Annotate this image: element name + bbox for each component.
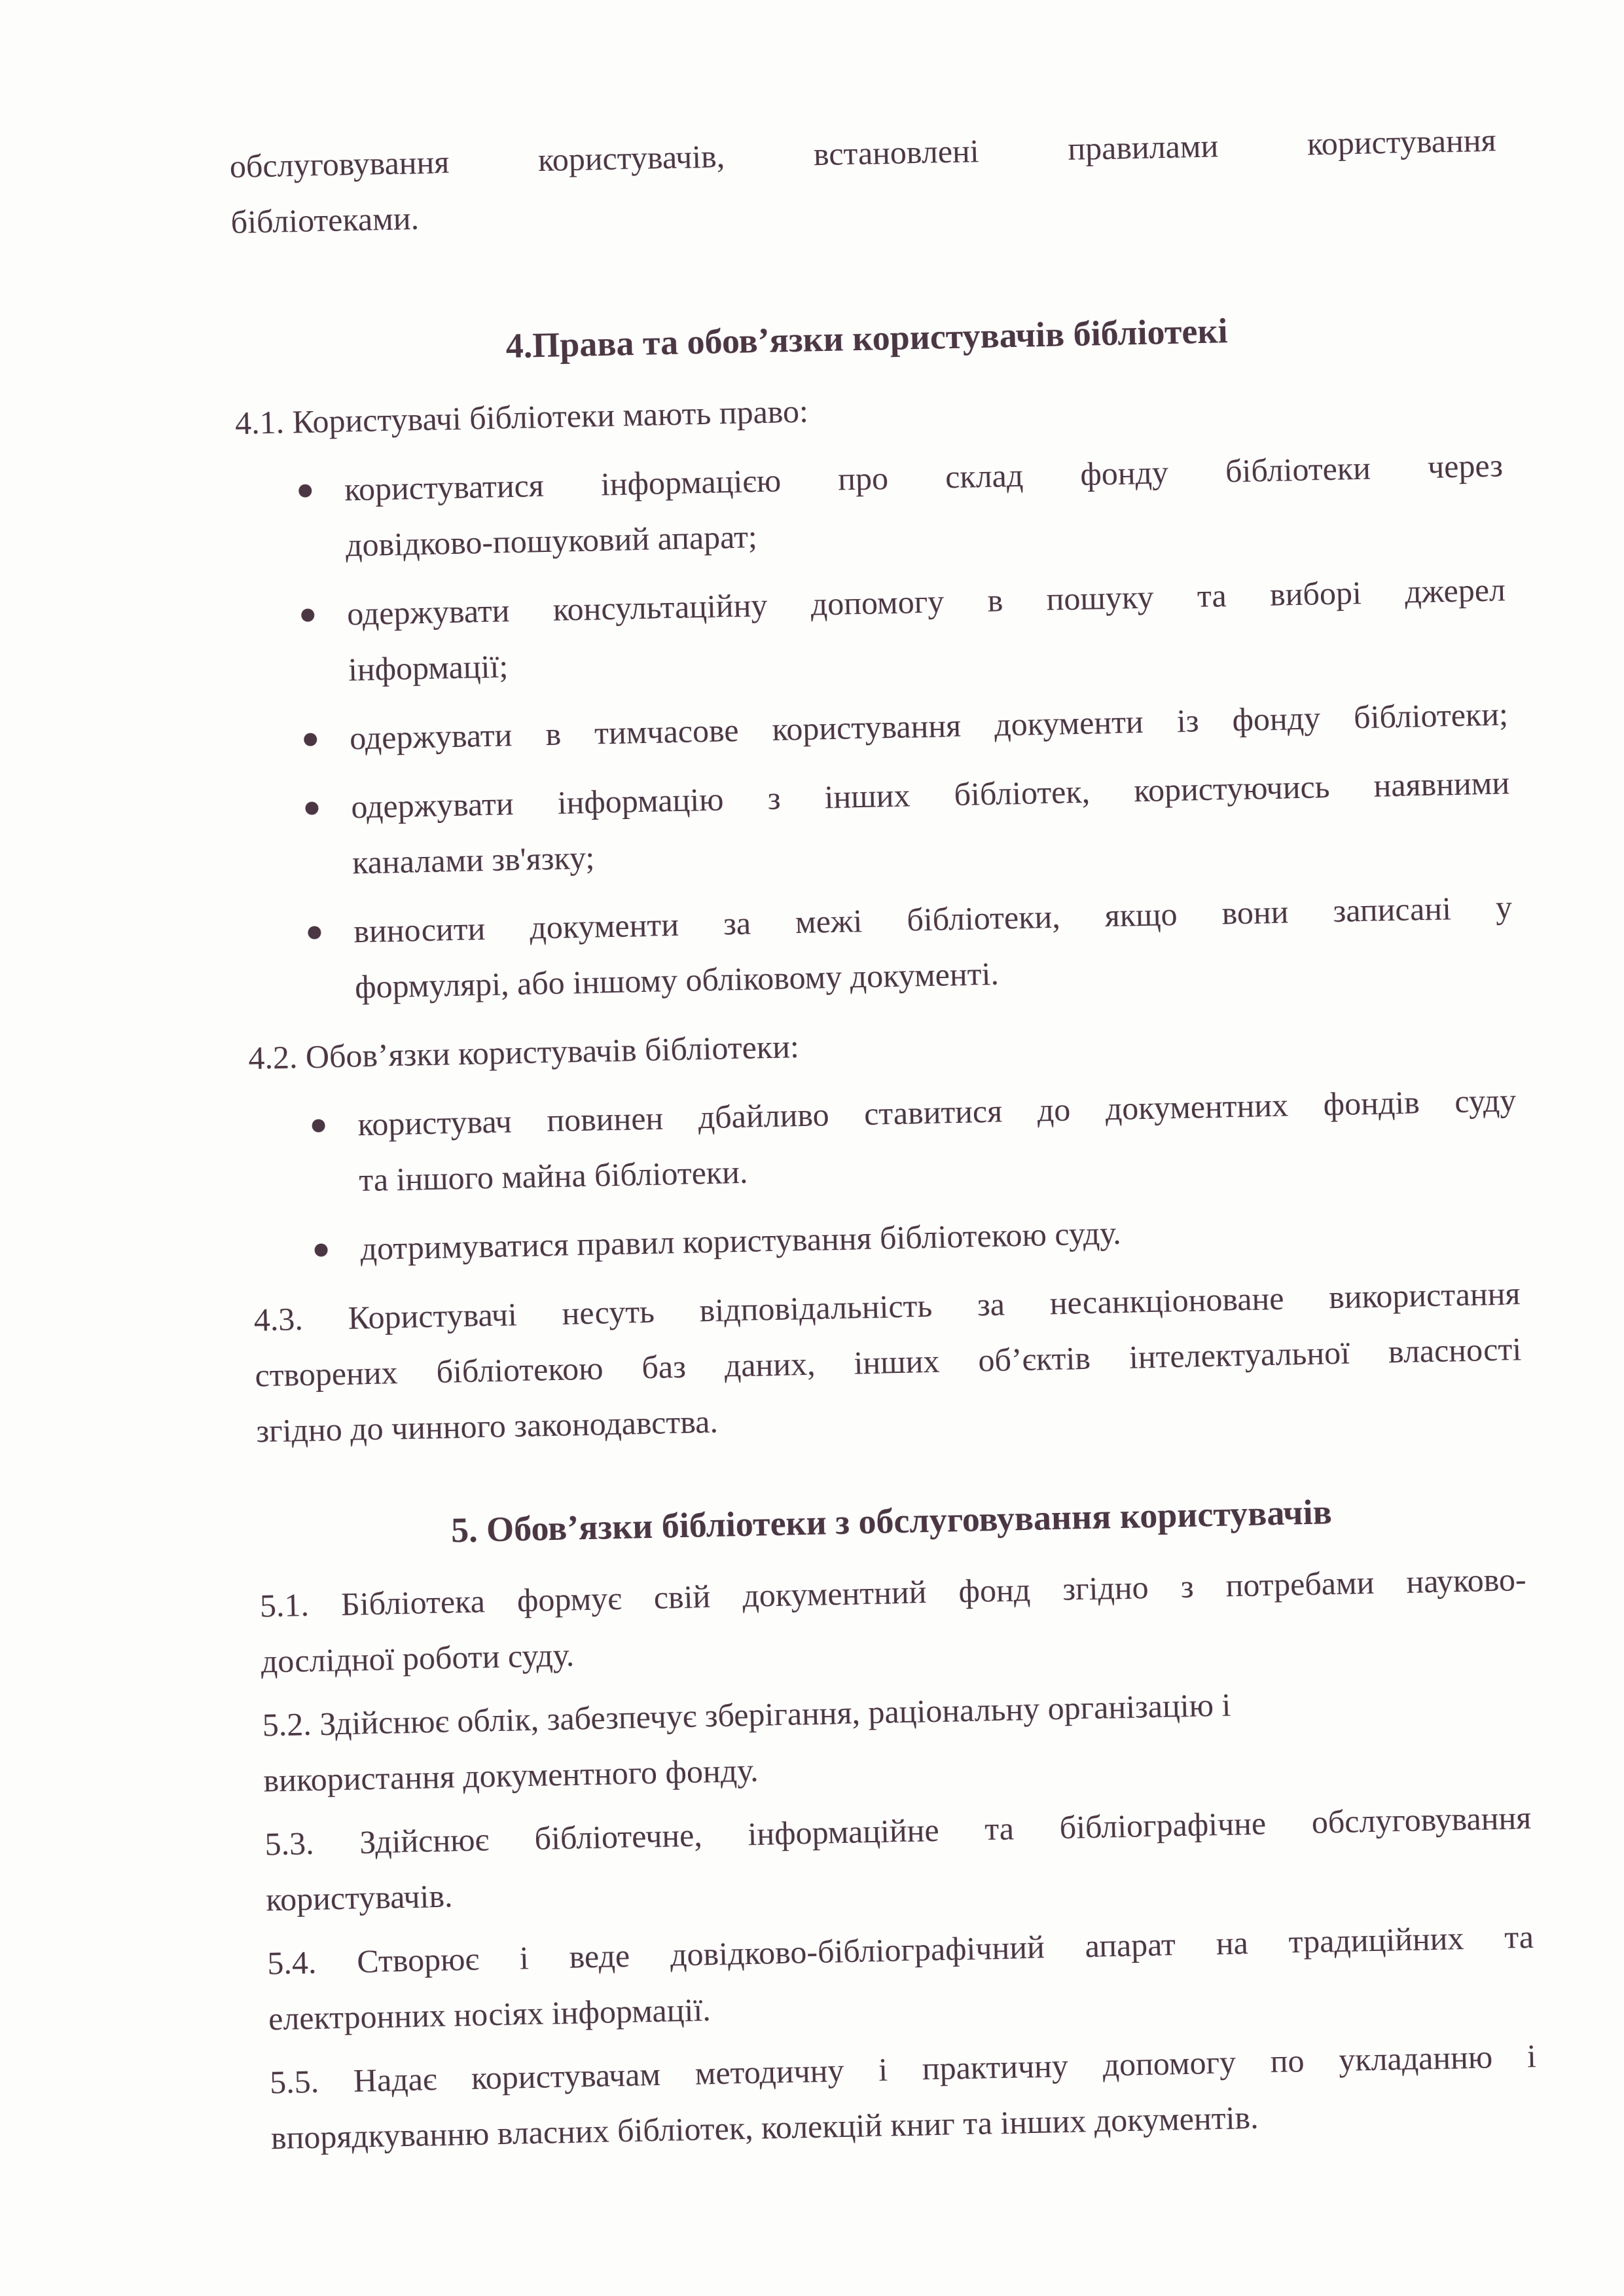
bullet-item-7	[252, 1197, 1519, 1279]
bullet-7-line-1: дотримуватися правил користування бібліотекою суду.	[359, 1214, 1122, 1267]
bullet-item-4	[243, 755, 1511, 892]
intro-line-1: обслуговування користувачів, встановлені правилами користування	[229, 121, 1497, 185]
bullet-4-line-1: одержувати інформацію з інших бібліотек, користуючись наявними	[350, 764, 1510, 826]
bullet-item-1	[236, 437, 1504, 575]
clause-5-2-line-2: використання документного фонду.	[262, 1751, 759, 1799]
bullet-marker	[314, 1243, 327, 1256]
bullet-5-line-2: формулярі, або іншому обліковому документі.	[354, 955, 1000, 1006]
bullet-marker	[301, 608, 314, 621]
bullet-marker	[308, 926, 321, 939]
bullet-5-line-1: виносити документи за межі бібліотеки, якщо вони записані у	[353, 888, 1513, 950]
bullet-1-line-1: користуватися інформацією про склад фонду бібліотеки через	[344, 446, 1504, 508]
clause-5-1-line-2: дослідної роботи суду.	[261, 1636, 575, 1680]
bullet-item-3	[241, 686, 1508, 769]
bullet-6-line-2: та іншого майна бібліотеки.	[358, 1153, 748, 1199]
clause-4-3-line-2: створених бібліотекою баз даних, інших об’єктів інтелектуальної власності	[254, 1330, 1522, 1394]
section-5-heading: 5. Обов’язки бібліотеки з обслуговування користувачів	[450, 1492, 1333, 1550]
clause-5-5-line-1: 5.5. Надає користувачам методичну і практичну допомогу по укладанню і	[269, 2037, 1537, 2101]
clause-4-1: 4.1. Користувачі бібліотеки мають право:	[234, 392, 809, 441]
clause-5-3-line-2: користувачів.	[265, 1877, 454, 1918]
bullet-marker	[304, 733, 317, 746]
clause-5-2-line-1: 5.2. Здійснює облік, забезпечує зберігання, раціональну організацію і	[262, 1686, 1231, 1743]
bullet-1-line-2: довідково-пошуковий апарат;	[345, 518, 758, 564]
clause-4-2: 4.2. Обов’язки користувачів бібліотеки:	[247, 1028, 800, 1076]
bullet-2-line-1: одержувати консультаційну допомогу в пошуку та виборі джерел	[346, 571, 1506, 632]
clause-5-4-line-1: 5.4. Створює і веде довідково-бібліографічний апарат на традиційних та	[266, 1918, 1534, 1982]
clause-5-5-line-2: впорядкуванню власних бібліотек, колекцій книг та інших документів.	[270, 2098, 1259, 2157]
bullet-6-line-1: користувач повинен дбайливо ставитися до документних фондів суду	[357, 1082, 1517, 1143]
intro-line-2: бібліотеками.	[230, 199, 420, 240]
clause-5-3-line-1: 5.3. Здійснює бібліотечне, інформаційне та бібліографічне обслуговування	[264, 1798, 1532, 1863]
bullet-item-6	[249, 1072, 1518, 1210]
bullet-3-line-1: одержувати в тимчасове користування документи із фонду бібліотеки;	[349, 695, 1509, 757]
bullet-marker	[305, 801, 318, 814]
document-content	[229, 112, 1538, 2166]
clause-5-4-line-2: електронних носіях інформації.	[268, 1991, 712, 2037]
bullet-marker	[298, 484, 312, 497]
clause-4-3-line-1: 4.3. Користувачі несуть відповідальність за несанкціоноване використання	[253, 1275, 1521, 1338]
clause-4-3-line-3: згідно до чинного законодавства.	[255, 1402, 719, 1449]
bullet-marker	[312, 1119, 325, 1132]
bullet-item-5	[245, 879, 1514, 1017]
bullet-2-line-2: інформації;	[348, 647, 509, 688]
clause-5-1-line-1: 5.1. Бібліотека формує свій документний фонд згідно з потребами науково-	[259, 1560, 1527, 1624]
section-4-heading: 4.Права та обов’язки користувачів бібліотекі	[505, 311, 1229, 366]
bullet-item-2	[238, 562, 1507, 699]
bullet-4-line-2: каналами зв'язку;	[352, 839, 595, 881]
